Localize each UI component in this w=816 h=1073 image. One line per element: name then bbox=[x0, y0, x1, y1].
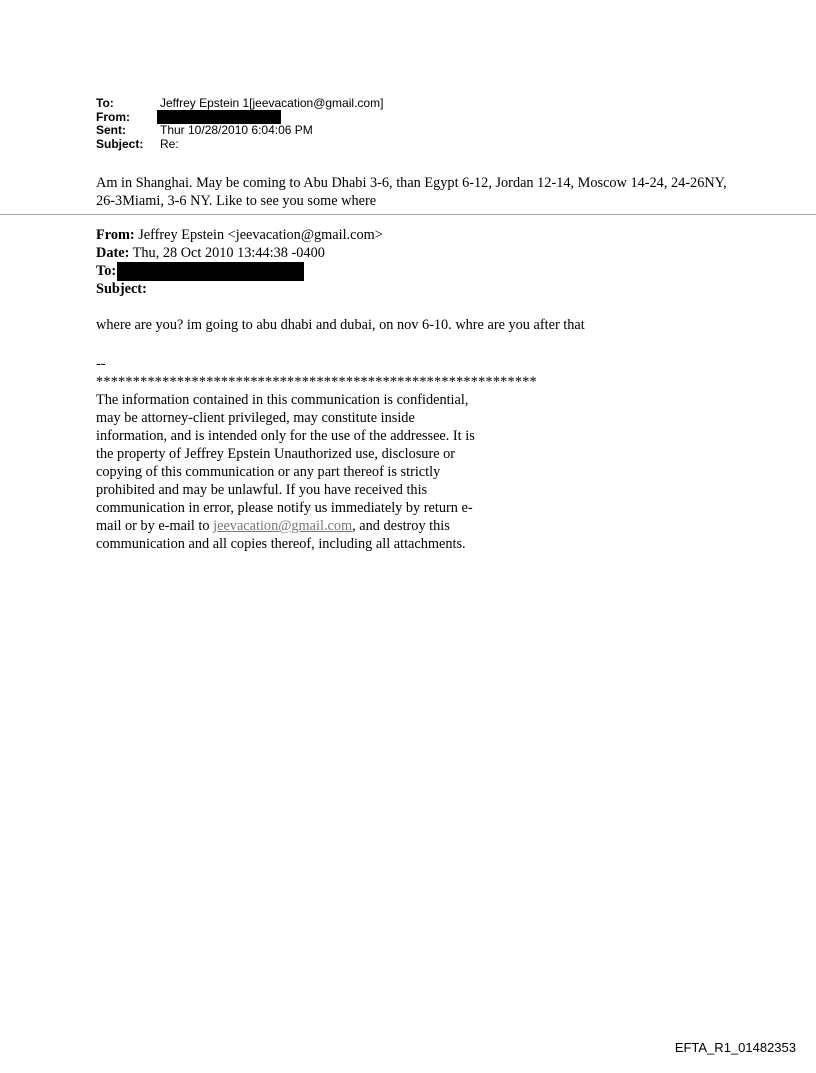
signature-stars: ************************************************************ bbox=[96, 374, 537, 390]
quoted-subject-row bbox=[96, 280, 383, 298]
from-row bbox=[96, 111, 383, 125]
quoted-subject-label: Subject: bbox=[96, 281, 147, 297]
signature-dashes: -- bbox=[96, 356, 106, 372]
from-label: From: bbox=[96, 109, 130, 124]
email-header bbox=[96, 97, 383, 151]
divider bbox=[0, 214, 816, 215]
sent-value: Thur 10/28/2010 6:04:06 PM bbox=[160, 123, 313, 137]
document-id: EFTA_R1_01482353 bbox=[674, 1040, 796, 1055]
quoted-body: where are you? im going to abu dhabi and dubai, on nov 6-10. whre are you after that bbox=[96, 317, 585, 333]
sent-row bbox=[96, 124, 383, 138]
quoted-from-row bbox=[96, 226, 383, 244]
quoted-date-label: Date: bbox=[96, 245, 130, 261]
quoted-from-value: Jeffrey Epstein <jeevacation@gmail.com> bbox=[138, 227, 383, 243]
to-value: Jeffrey Epstein 1[jeevacation@gmail.com] bbox=[160, 96, 384, 110]
quoted-from-label: From: bbox=[96, 227, 135, 243]
subject-value: Re: bbox=[160, 136, 179, 151]
disclaimer-after-link: , and destroy this communication and all copies thereof, including all attachments. bbox=[96, 518, 466, 552]
email-link[interactable]: jeevacation@gmail.com bbox=[213, 518, 353, 534]
reply-body: Am in Shanghai. May be coming to Abu Dhabi 3-6, than Egypt 6-12, Jordan 12-14, Moscow 14-24, 24-26NY, 26-3Miami, 3-6 NY. Like to see you some where bbox=[96, 175, 727, 209]
sent-label: Sent: bbox=[96, 123, 126, 137]
disclaimer-text bbox=[96, 391, 476, 553]
to-label: To: bbox=[96, 96, 114, 110]
redaction-box bbox=[117, 262, 304, 281]
signature-block bbox=[96, 355, 576, 553]
subject-row bbox=[96, 138, 383, 152]
quoted-date-row bbox=[96, 244, 383, 262]
quoted-to-label: To: bbox=[96, 263, 117, 279]
quoted-date-value: Thu, 28 Oct 2010 13:44:38 -0400 bbox=[132, 245, 325, 261]
subject-label: Subject: bbox=[96, 136, 144, 151]
disclaimer-before-link: The information contained in this communication is confidential, may be attorney-client privileged, may constitute inside information, and is intended only for the use of the addressee. It is the property of Jeffrey Epstein Unauthorized use, disclosure or copying of this communication or any part thereof is strictly prohibited and may be unlawful. If you have received this communication in error, please notify us immediately by return e-mail or by e-mail to bbox=[96, 392, 475, 534]
redaction-box bbox=[157, 110, 281, 124]
to-row bbox=[96, 97, 383, 111]
